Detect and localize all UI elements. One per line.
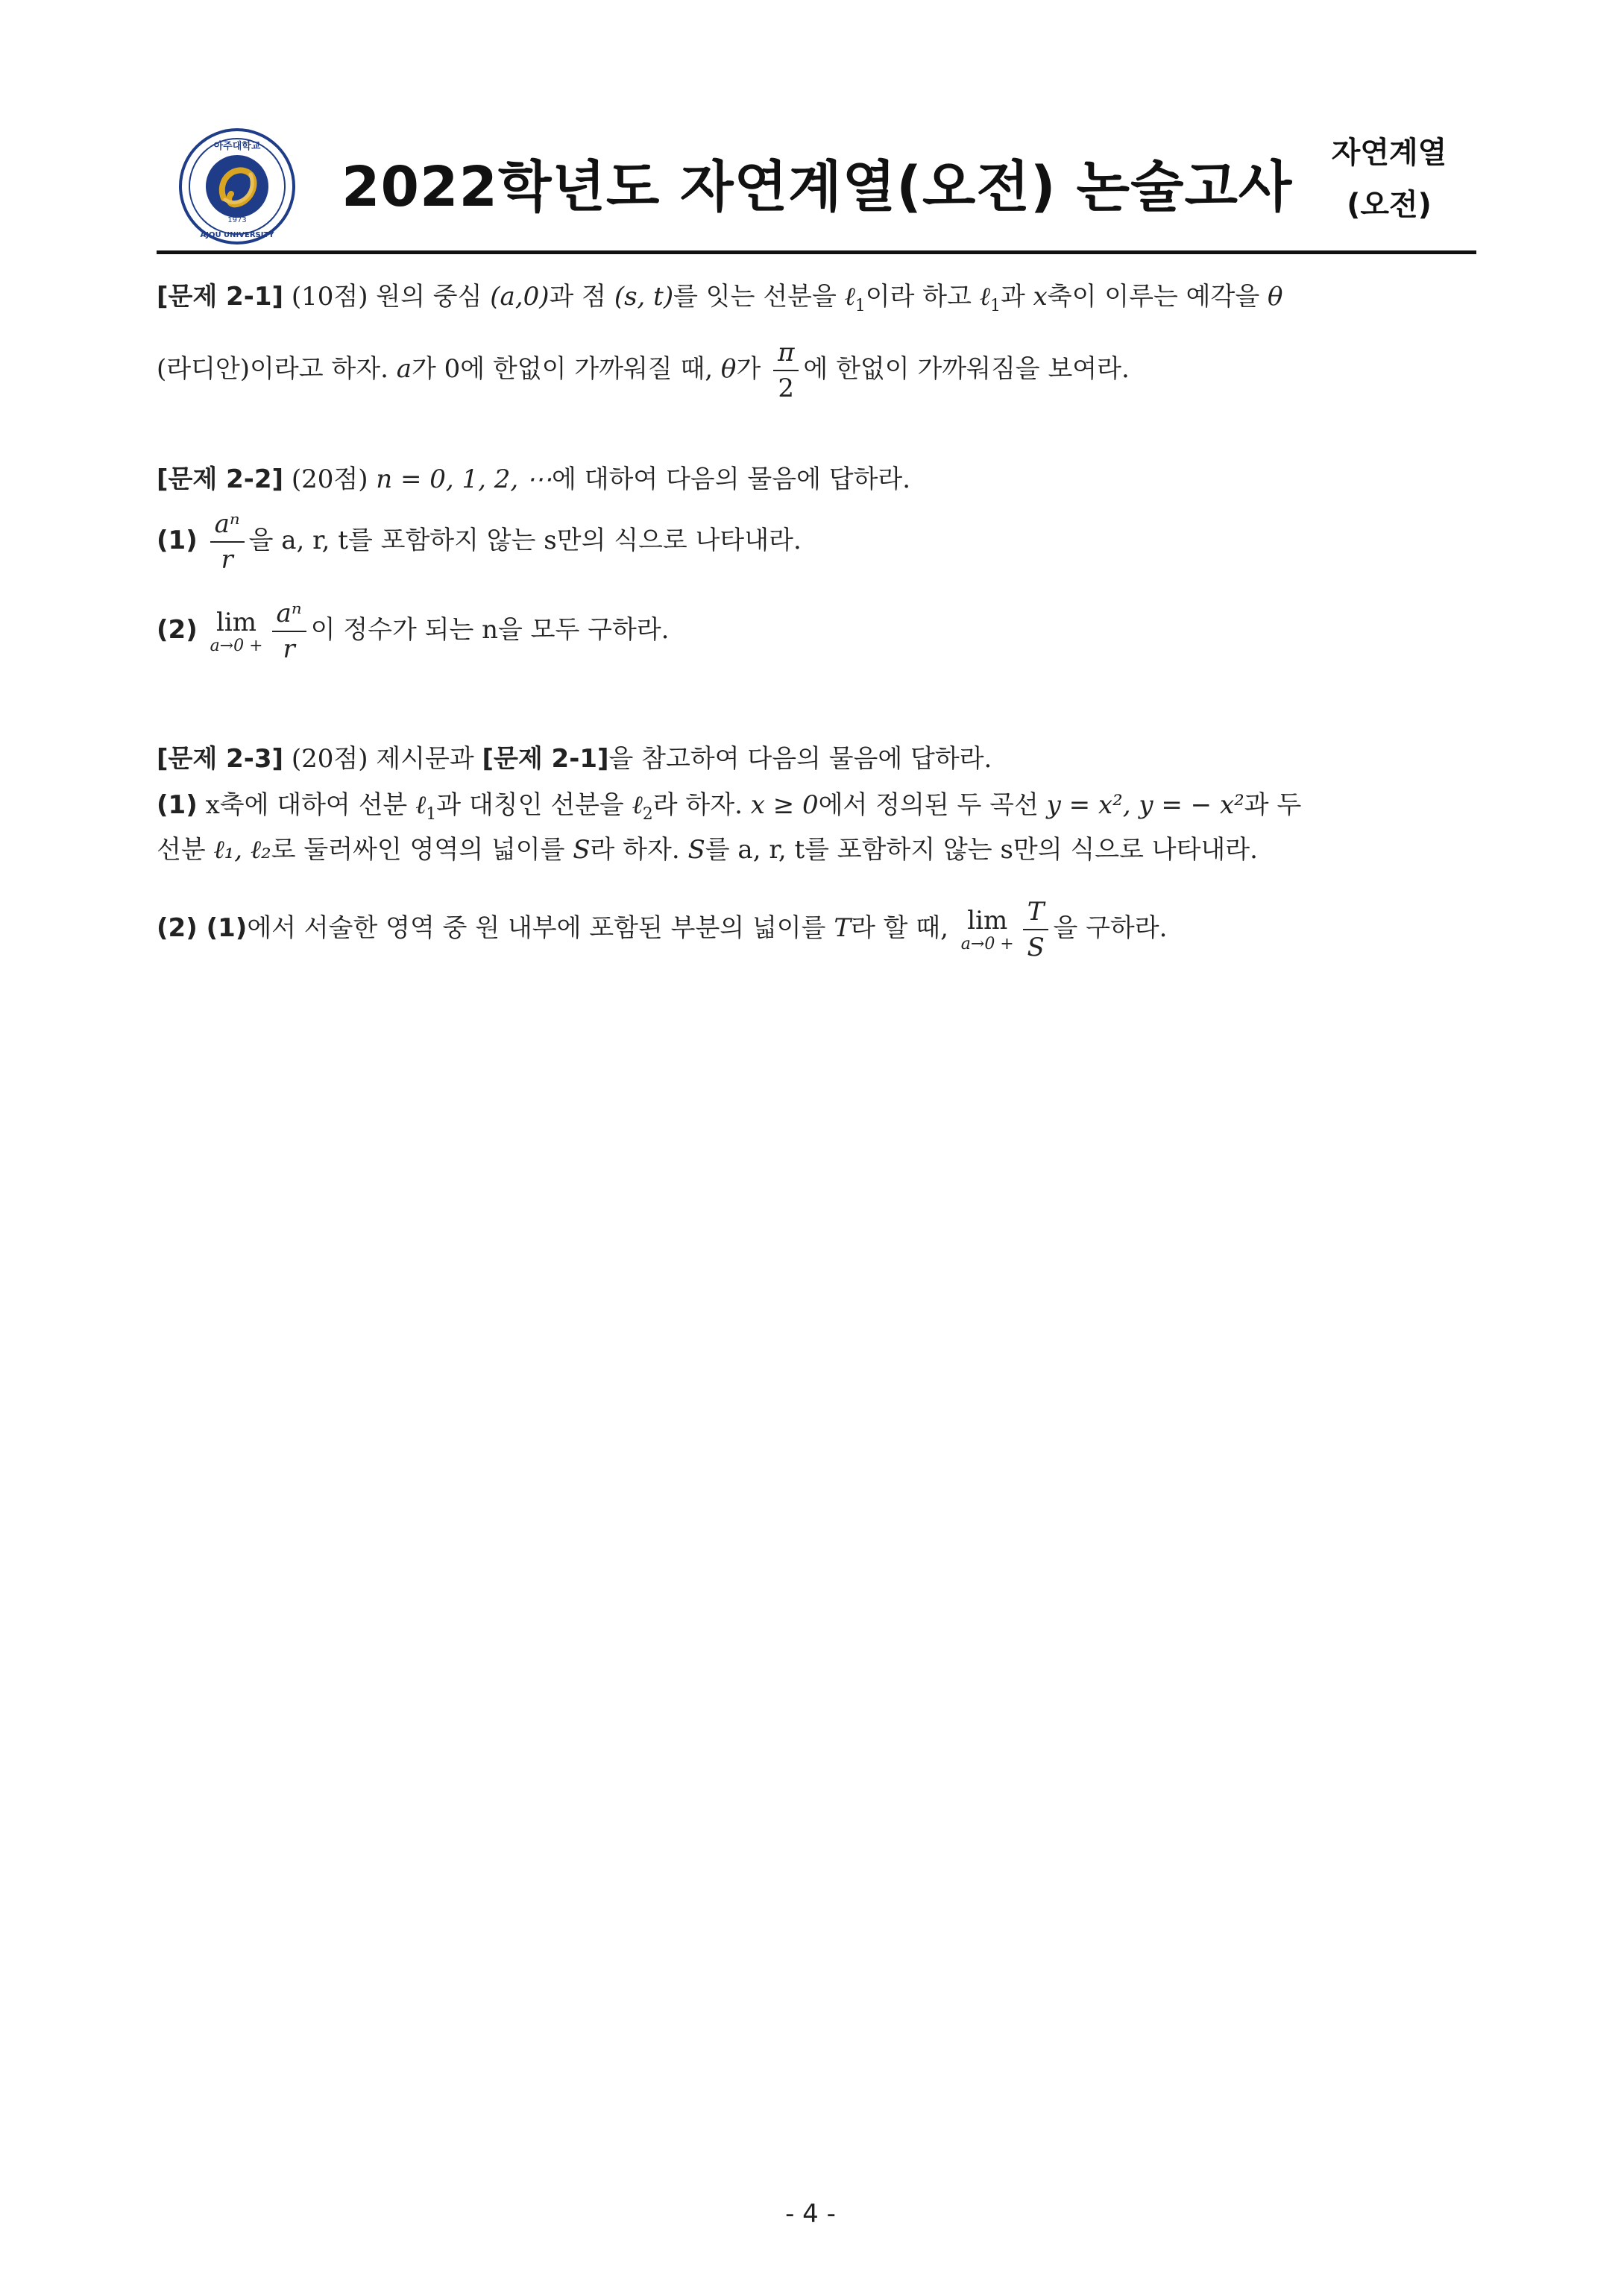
problem-2-1-line-2: (라디안)이라고 하자. a가 0에 한없이 가까워질 때, θ가 $\frac{\pi}{2}$ 에 한없이 가까워짐을 보여라. [157,335,1130,406]
problem-2-3-question-2: (2) (1)에서 서술한 영역 중 원 내부에 포함된 부분의 넓이를 T라 할 때, lim a→0 + $\frac{T}{S}$ 을 구하라. [157,895,1167,965]
university-logo [177,127,297,246]
header-divider [157,250,1476,254]
problem-2-2-question-1: (1) $\frac{\text{aⁿ}}{r}$ 을 a, r, t를 포함하지 않는 s만의 식으로 나타내라. [157,507,802,577]
problem-2-2-line-1: [문제 2-2] (20점) n = 0, 1, 2, ⋯에 대하여 다음의 물음에 답하라. [157,464,911,494]
page-number: - 4 - [785,2199,836,2229]
pi-over-2-fraction: $\frac{\pi}{2}$ [773,335,799,406]
limit-expression: lim a→0 + [960,906,1014,953]
a-n-over-r-fraction: $\frac{\text{aⁿ}}{r}$ [272,596,306,666]
svg-text:1973: 1973 [227,216,247,224]
page-header [157,112,1476,261]
problem-2-3-question-1-line-1: (1) x축에 대하여 선분 ℓ$_1$과 대칭인 선분을 ℓ$_2$라 하자. x ≥ 0에서 정의된 두 곡선 y = x², y = − x²과 두 [157,790,1302,824]
problem-2-1-line-1: [문제 2-1] (10점) 원의 중심 (a,0)과 점 (s, t)를 잇는 선분을 ℓ$_1$이라 하고 ℓ$_1$과 x축이 이루는 예각을 θ [157,282,1283,315]
page-title: 2022학년도 자연계열(오전) 논술고사 [341,155,1293,219]
t-over-s-fraction: $\frac{T}{S}$ [1023,895,1049,965]
a-n-over-r-fraction: $\frac{\text{aⁿ}}{r}$ [210,507,245,577]
problem-2-3-line-1: [문제 2-3] (20점) 제시문과 [문제 2-1]을 참고하여 다음의 물음에 답하라. [157,744,992,774]
problem-2-2-question-2: (2) lim a→0 + $\frac{\text{aⁿ}}{r}$ 이 정수가 되는 n을 모두 구하라. [157,596,669,666]
svg-text:AJOU UNIVERSITY: AJOU UNIVERSITY [200,231,274,239]
problem-2-3-question-1-line-2: 선분 ℓ₁, ℓ₂로 둘러싸인 영역의 넓이를 S라 하자. S를 a, r, t를 포함하지 않는 s만의 식으로 나타내라. [157,835,1258,865]
exam-category-label: 자연계열 (오전) [1331,136,1447,222]
limit-expression: lim a→0 + [210,608,263,655]
svg-text:아주대학교: 아주대학교 [213,141,261,152]
